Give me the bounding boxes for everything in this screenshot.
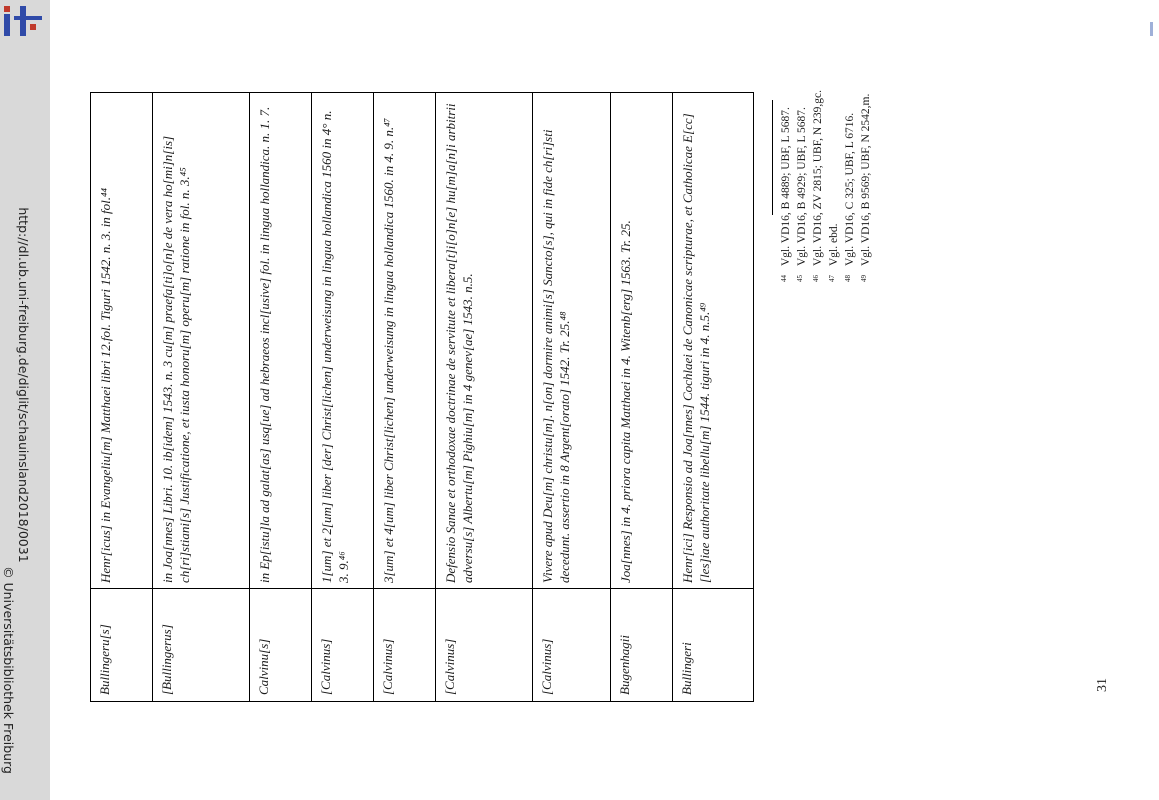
entry-author: Bullingeru[s] [97,624,112,695]
entry-title: Joa[nnes] in 4. priora capita Matthaei in 4. Witenb[erg] 1563. Tr. 25. [618,220,633,583]
entry-author: [Bullingerus] [159,624,174,695]
footnote [810,0,826,282]
footnote [826,0,842,282]
page-url[interactable]: http://dl.ub.uni-freiburg.de/diglit/schauinsland2018/0031 [16,207,31,563]
footnote [842,0,858,282]
table-row [436,93,533,701]
footnote [794,0,810,282]
entry-author: [Calvinus] [442,638,457,695]
book-list-table [90,92,754,702]
entry-author: [Calvinus] [539,638,554,695]
table-row [673,93,754,701]
table-row [250,93,312,701]
footnote-number: 49 [860,275,868,282]
entry-title: Henr[ici] Responsio ad Joa[nnes] Cochlaei de Canonicae scripturae, et Catholicae E[cc][les]iae authoritate libellu[m] 1544. tiguri in 4. n.5.⁴⁹ [680,113,712,583]
footnote-text: Vgl. VD16, C 325; UBF, L 6716. [844,112,856,266]
footnote-text: Vgl. VD16, B 4889; UBF, L 5687. [780,107,792,266]
footnote-number: 46 [812,275,820,282]
footnote [858,0,874,282]
entry-title: 1[um] et 2[um] liber [der] Christ[lichen] underweisung in lingua hollandica 1560 in 4° n. 3. 9.⁴⁶ [319,110,351,583]
page-number: 31 [1095,678,1110,692]
footnote-text: Vgl. VD16, B 9569; UBF, N 2542,m. [860,93,872,266]
viewer-sidebar [0,0,50,800]
table-row [611,93,673,701]
column-divider [611,588,672,589]
entry-author: [Calvinus] [380,638,395,695]
table-row [533,93,611,701]
entry-title: in Joa[nnes] Libri. 10. ib[idem] 1543. n. 3 cu[m] praefa[ti]o[n]e de vera ho[mi]n[is] ch[ri]stiani[s] Justificatione, et iusta honoru[m] operu[m] ratione in fol. n. 3.⁴⁵ [160,135,192,583]
footnote-text: Vgl. VD16, B 4929; UBF, L 5687. [796,107,808,266]
entry-author: Bugenhagii [617,635,632,695]
footnote-number: 48 [844,275,852,282]
entry-title: in Ep[istu]la ad galat[as] usq[ue] ad hebraeos incl[usive] fol. in lingua hollandica. n. 1. 7. [257,106,272,583]
table-row [91,93,153,701]
entry-title: Henr[icus] in Evangeliu[m] Matthaei libri 12.fol. Tiguri 1542. n. 3. in fol.⁴⁴ [98,187,113,583]
document-page [50,0,1159,800]
table-row [153,93,250,701]
entry-title: Vivere apud Deu[m] christu[m]. n[on] dormire animi[s] Sancto[s], qui in fide ch[ri]sti decedunt. assertio in 8 Argent[orato] 1542. Tr. 25.⁴⁸ [540,129,572,583]
copyright-notice: © Universitätsbibliothek Freiburg [1,566,16,774]
footnote-number: 44 [780,275,788,282]
footnote-number: 47 [828,275,836,282]
table-row [374,93,436,701]
table-row [312,93,374,701]
entry-title: 3[um] et 4[um] liber Christ[lichen] underweisung in lingua hollandica 1560. in 4. 9. n.⁴⁷ [381,117,396,583]
footnote-rule [772,100,773,215]
sidebar-text-layer [0,0,50,800]
entry-author: Calvinu[s] [256,638,271,695]
entry-author: [Calvinus] [318,638,333,695]
column-divider [374,588,435,589]
column-divider [250,588,311,589]
column-divider [153,588,249,589]
entry-author: Bullingeri [679,642,694,695]
footnote-text: Vgl. VD16, ZV 2815; UBF, N 239,gc. [812,90,824,266]
column-divider [91,588,152,589]
column-divider [436,588,532,589]
footnote-text: Vgl. ebd. [828,223,840,266]
column-divider [533,588,610,589]
column-divider [673,588,754,589]
column-divider [312,588,373,589]
entry-title: Defensio Sanae et orthodoxae doctrinae de servitute et libera[t]i[o]n[e] hu[m]a[n]i arbitrii adversu[s] Albertu[m] Pighiu[m] in 4 genev[ae] 1543. n.5. [443,103,475,583]
footnote-number: 45 [796,275,804,282]
footnotes [778,0,874,282]
footnote [778,0,794,282]
